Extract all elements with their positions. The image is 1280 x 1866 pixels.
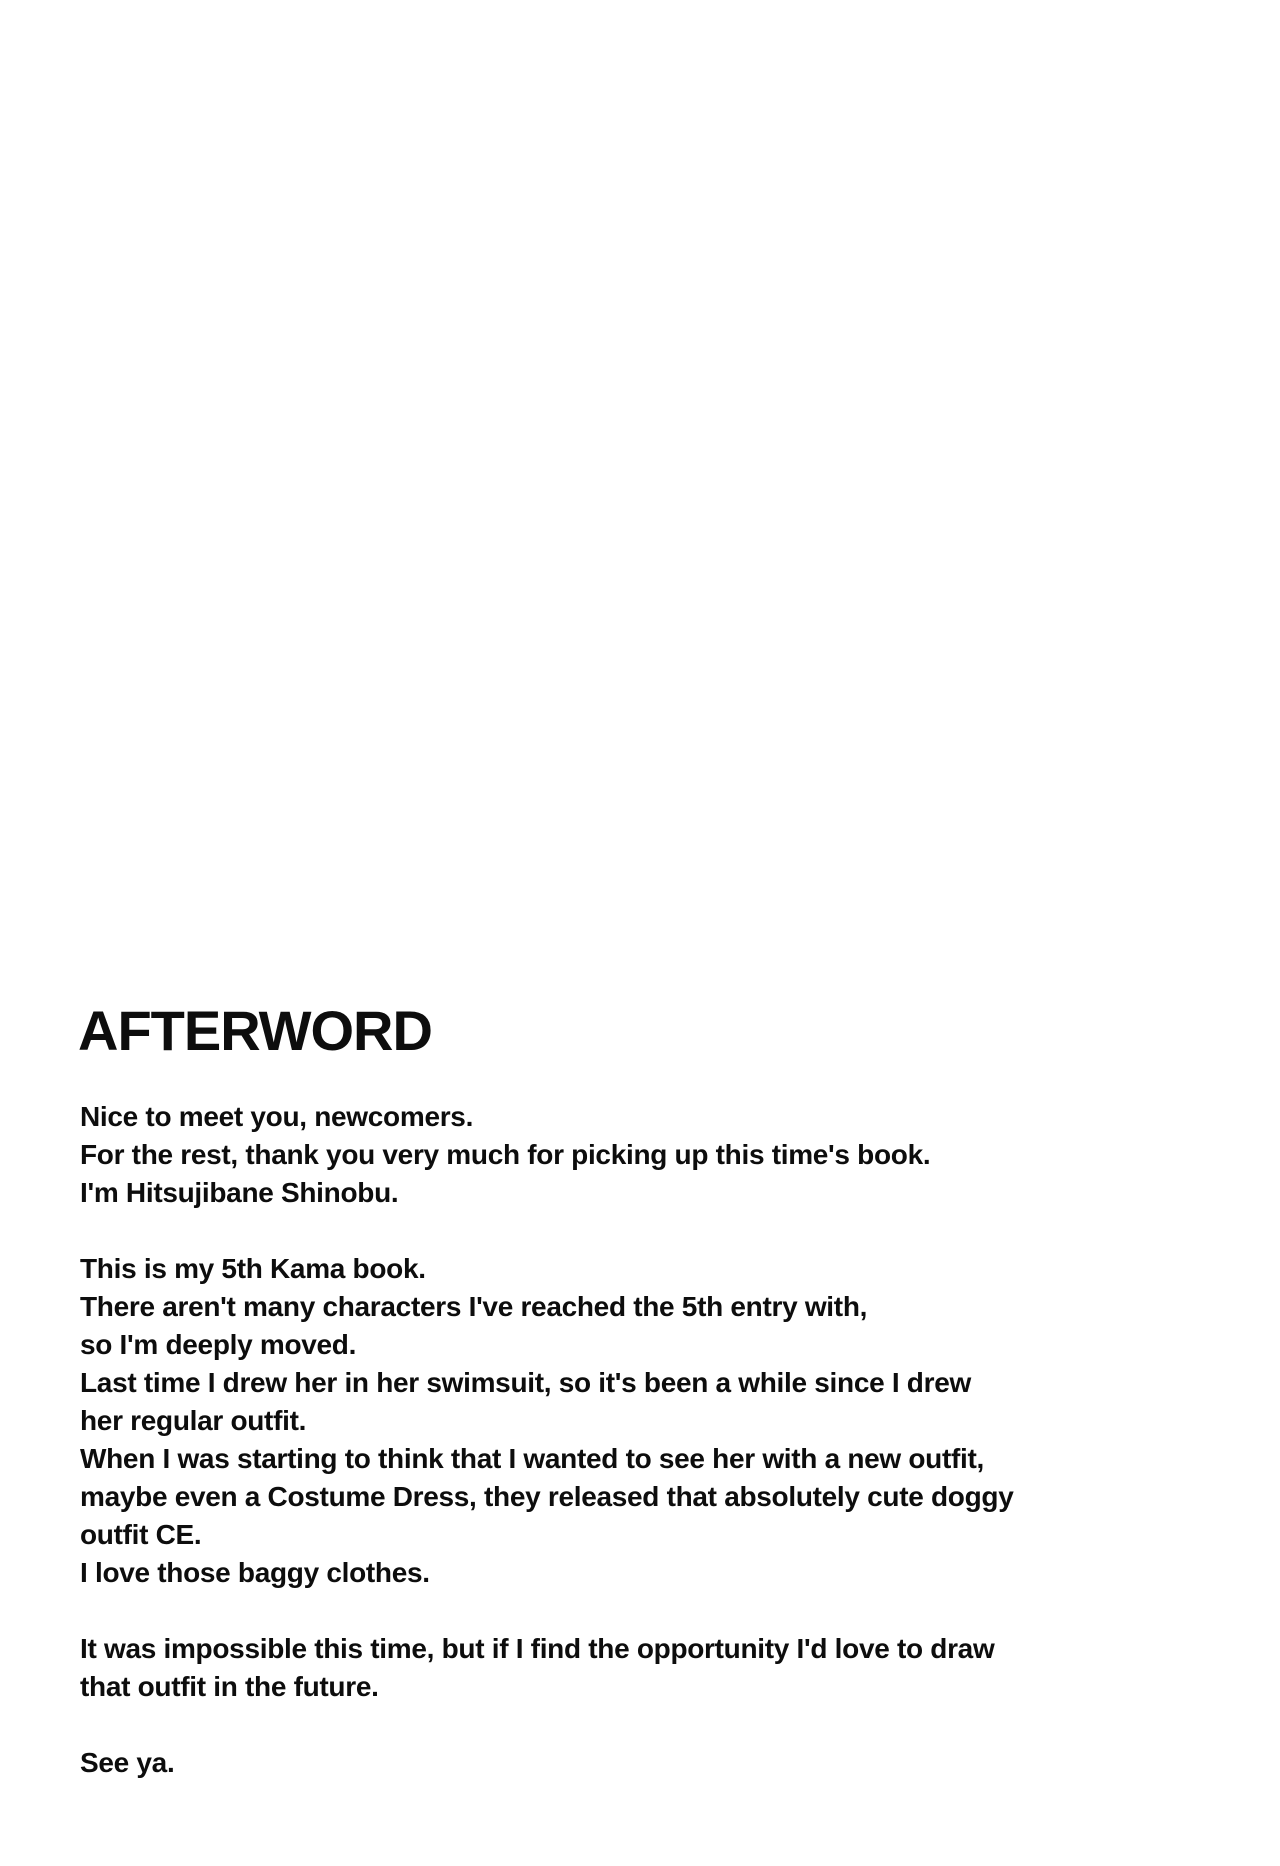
text-line: I love those baggy clothes. [80, 1557, 430, 1588]
text-line: outfit CE. [80, 1519, 202, 1550]
text-line: For the rest, thank you very much for picking up this time's book. [80, 1139, 931, 1170]
text-line: Nice to meet you, newcomers. [80, 1101, 474, 1132]
text-line: maybe even a Costume Dress, they released that absolutely cute doggy [80, 1481, 1014, 1512]
text-line: her regular outfit. [80, 1405, 307, 1436]
text-line: Last time I drew her in her swimsuit, so it's been a while since I drew [80, 1367, 971, 1398]
text-line: There aren't many characters I've reached the 5th entry with, [80, 1291, 868, 1322]
page-title: AFTERWORD [78, 999, 432, 1062]
paragraph [80, 1250, 1240, 1592]
text-line: It was impossible this time, but if I find the opportunity I'd love to draw [80, 1633, 995, 1664]
text-line: This is my 5th Kama book. [80, 1253, 426, 1284]
paragraph [80, 1744, 1240, 1782]
afterword-body [80, 1098, 1240, 1820]
text-line: When I was starting to think that I wanted to see her with a new outfit, [80, 1443, 985, 1474]
text-line: See ya. [80, 1747, 175, 1778]
text-line: I'm Hitsujibane Shinobu. [80, 1177, 399, 1208]
paragraph [80, 1098, 1240, 1212]
text-line: that outfit in the future. [80, 1671, 379, 1702]
paragraph [80, 1630, 1240, 1706]
text-line: so I'm deeply moved. [80, 1329, 357, 1360]
